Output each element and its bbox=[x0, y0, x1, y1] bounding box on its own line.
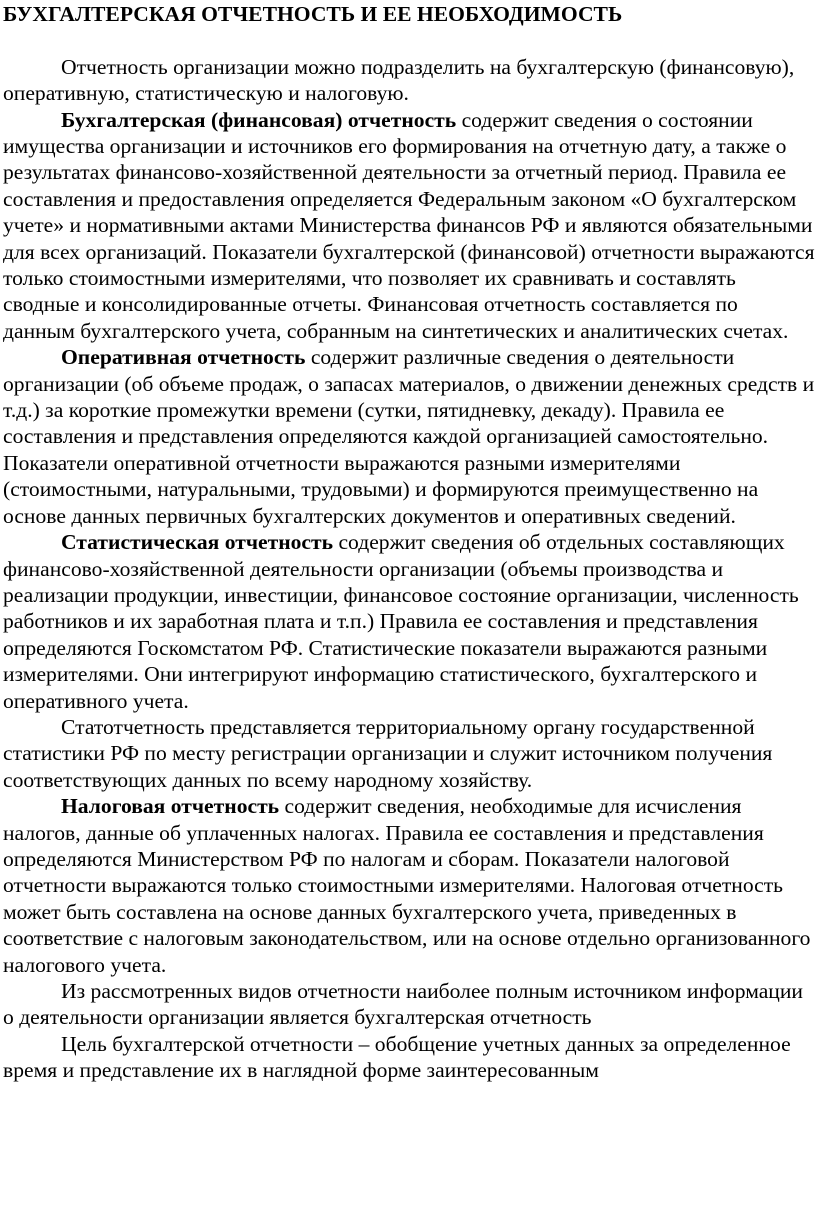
paragraph-term: Статистическая отчетность bbox=[61, 530, 334, 555]
paragraph-text: содержит сведения о состоянии имущества организации и источников его формирования на отчетную дату, а также о результатах финансово-хозяйственной деятельности за отчетный период. Правила ее составления и предоставления определяется Федеральным законом «О бухгалтерском учете» и нормативными актами Министерства финансов РФ и являются обязательными для всех организаций. Показатели бухгалтерской (финансовой) отчетности выражаются только стоимостными измерителями, что позволяет их сравнивать и составлять сводные и консолидированные отчеты. Финансовая отчетность составляется по данным бухгалтерского учета, собранным на синтетических и аналитических счетах. bbox=[3, 107, 815, 343]
paragraph-statistical-reporting bbox=[3, 529, 815, 714]
paragraph-text: Статотчетность представляется территориальному органу государственной статистики РФ по месту регистрации организации и служит источником получения соответствующих данных по всему народному хозяйству. bbox=[3, 714, 773, 792]
paragraph-term: Оперативная отчетность bbox=[61, 345, 306, 370]
document-title: БУХГАЛТЕРСКАЯ ОТЧЕТНОСТЬ И ЕЕ НЕОБХОДИМОСТЬ bbox=[3, 2, 623, 26]
paragraph-operational-reporting bbox=[3, 344, 815, 529]
paragraph-accounting-reporting bbox=[3, 107, 815, 345]
paragraph-tax-reporting bbox=[3, 793, 815, 978]
paragraph-stat-submission bbox=[3, 714, 815, 793]
paragraph-text: Отчетность организации можно подразделить на бухгалтерскую (финансовую), оперативную, статистическую и налоговую. bbox=[3, 54, 795, 106]
paragraph-term: Бухгалтерская (финансовая) отчетность bbox=[61, 107, 457, 132]
paragraph-text: Цель бухгалтерской отчетности – обобщение учетных данных за определенное время и представление их в наглядной форме заинтересованным bbox=[3, 1031, 791, 1083]
paragraph-purpose bbox=[3, 1031, 815, 1084]
paragraph-text: содержит сведения об отдельных составляющих финансово-хозяйственной деятельности организации (объемы производства и реализации продукции, инвестиции, финансовое состояние организации, численность работников и их заработная плата и т.п.) Правила ее составления и представления определяются Госкомстатом РФ. Статистические показатели выражаются разными измерителями. Они интегрируют информацию статистического, бухгалтерского и оперативного учета. bbox=[3, 530, 799, 713]
paragraph-intro bbox=[3, 54, 815, 107]
paragraph-text: содержит различные сведения о деятельности организации (об объеме продаж, о запасах материалов, о движении денежных средств и т.д.) за короткие промежутки времени (сутки, пятидневку, декаду). Правила ее составления и представления определяются каждой организацией самостоятельно. Показатели оперативной отчетности выражаются разными измерителями (стоимостными, натуральными, трудовыми) и формируются преимущественно на основе данных первичных бухгалтерских документов и оперативных сведений. bbox=[3, 345, 815, 528]
paragraph-conclusion bbox=[3, 978, 815, 1031]
paragraph-text: содержит сведения, необходимые для исчисления налогов, данные об уплаченных налогах. Правила ее составления и представления определяются Министерством РФ по налогам и сборам. Показатели налоговой отчетности выражаются только стоимостными измерителями. Налоговая отчетность может быть составлена на основе данных бухгалтерского учета, приведенных в соответствие с налоговым законодательством, или на основе отдельно организованного налогового учета. bbox=[3, 794, 811, 977]
paragraph-term: Налоговая отчетность bbox=[61, 794, 280, 819]
spacer bbox=[3, 27, 815, 53]
paragraph-text: Из рассмотренных видов отчетности наиболее полным источником информации о деятельности организации является бухгалтерская отчетность bbox=[3, 979, 803, 1030]
